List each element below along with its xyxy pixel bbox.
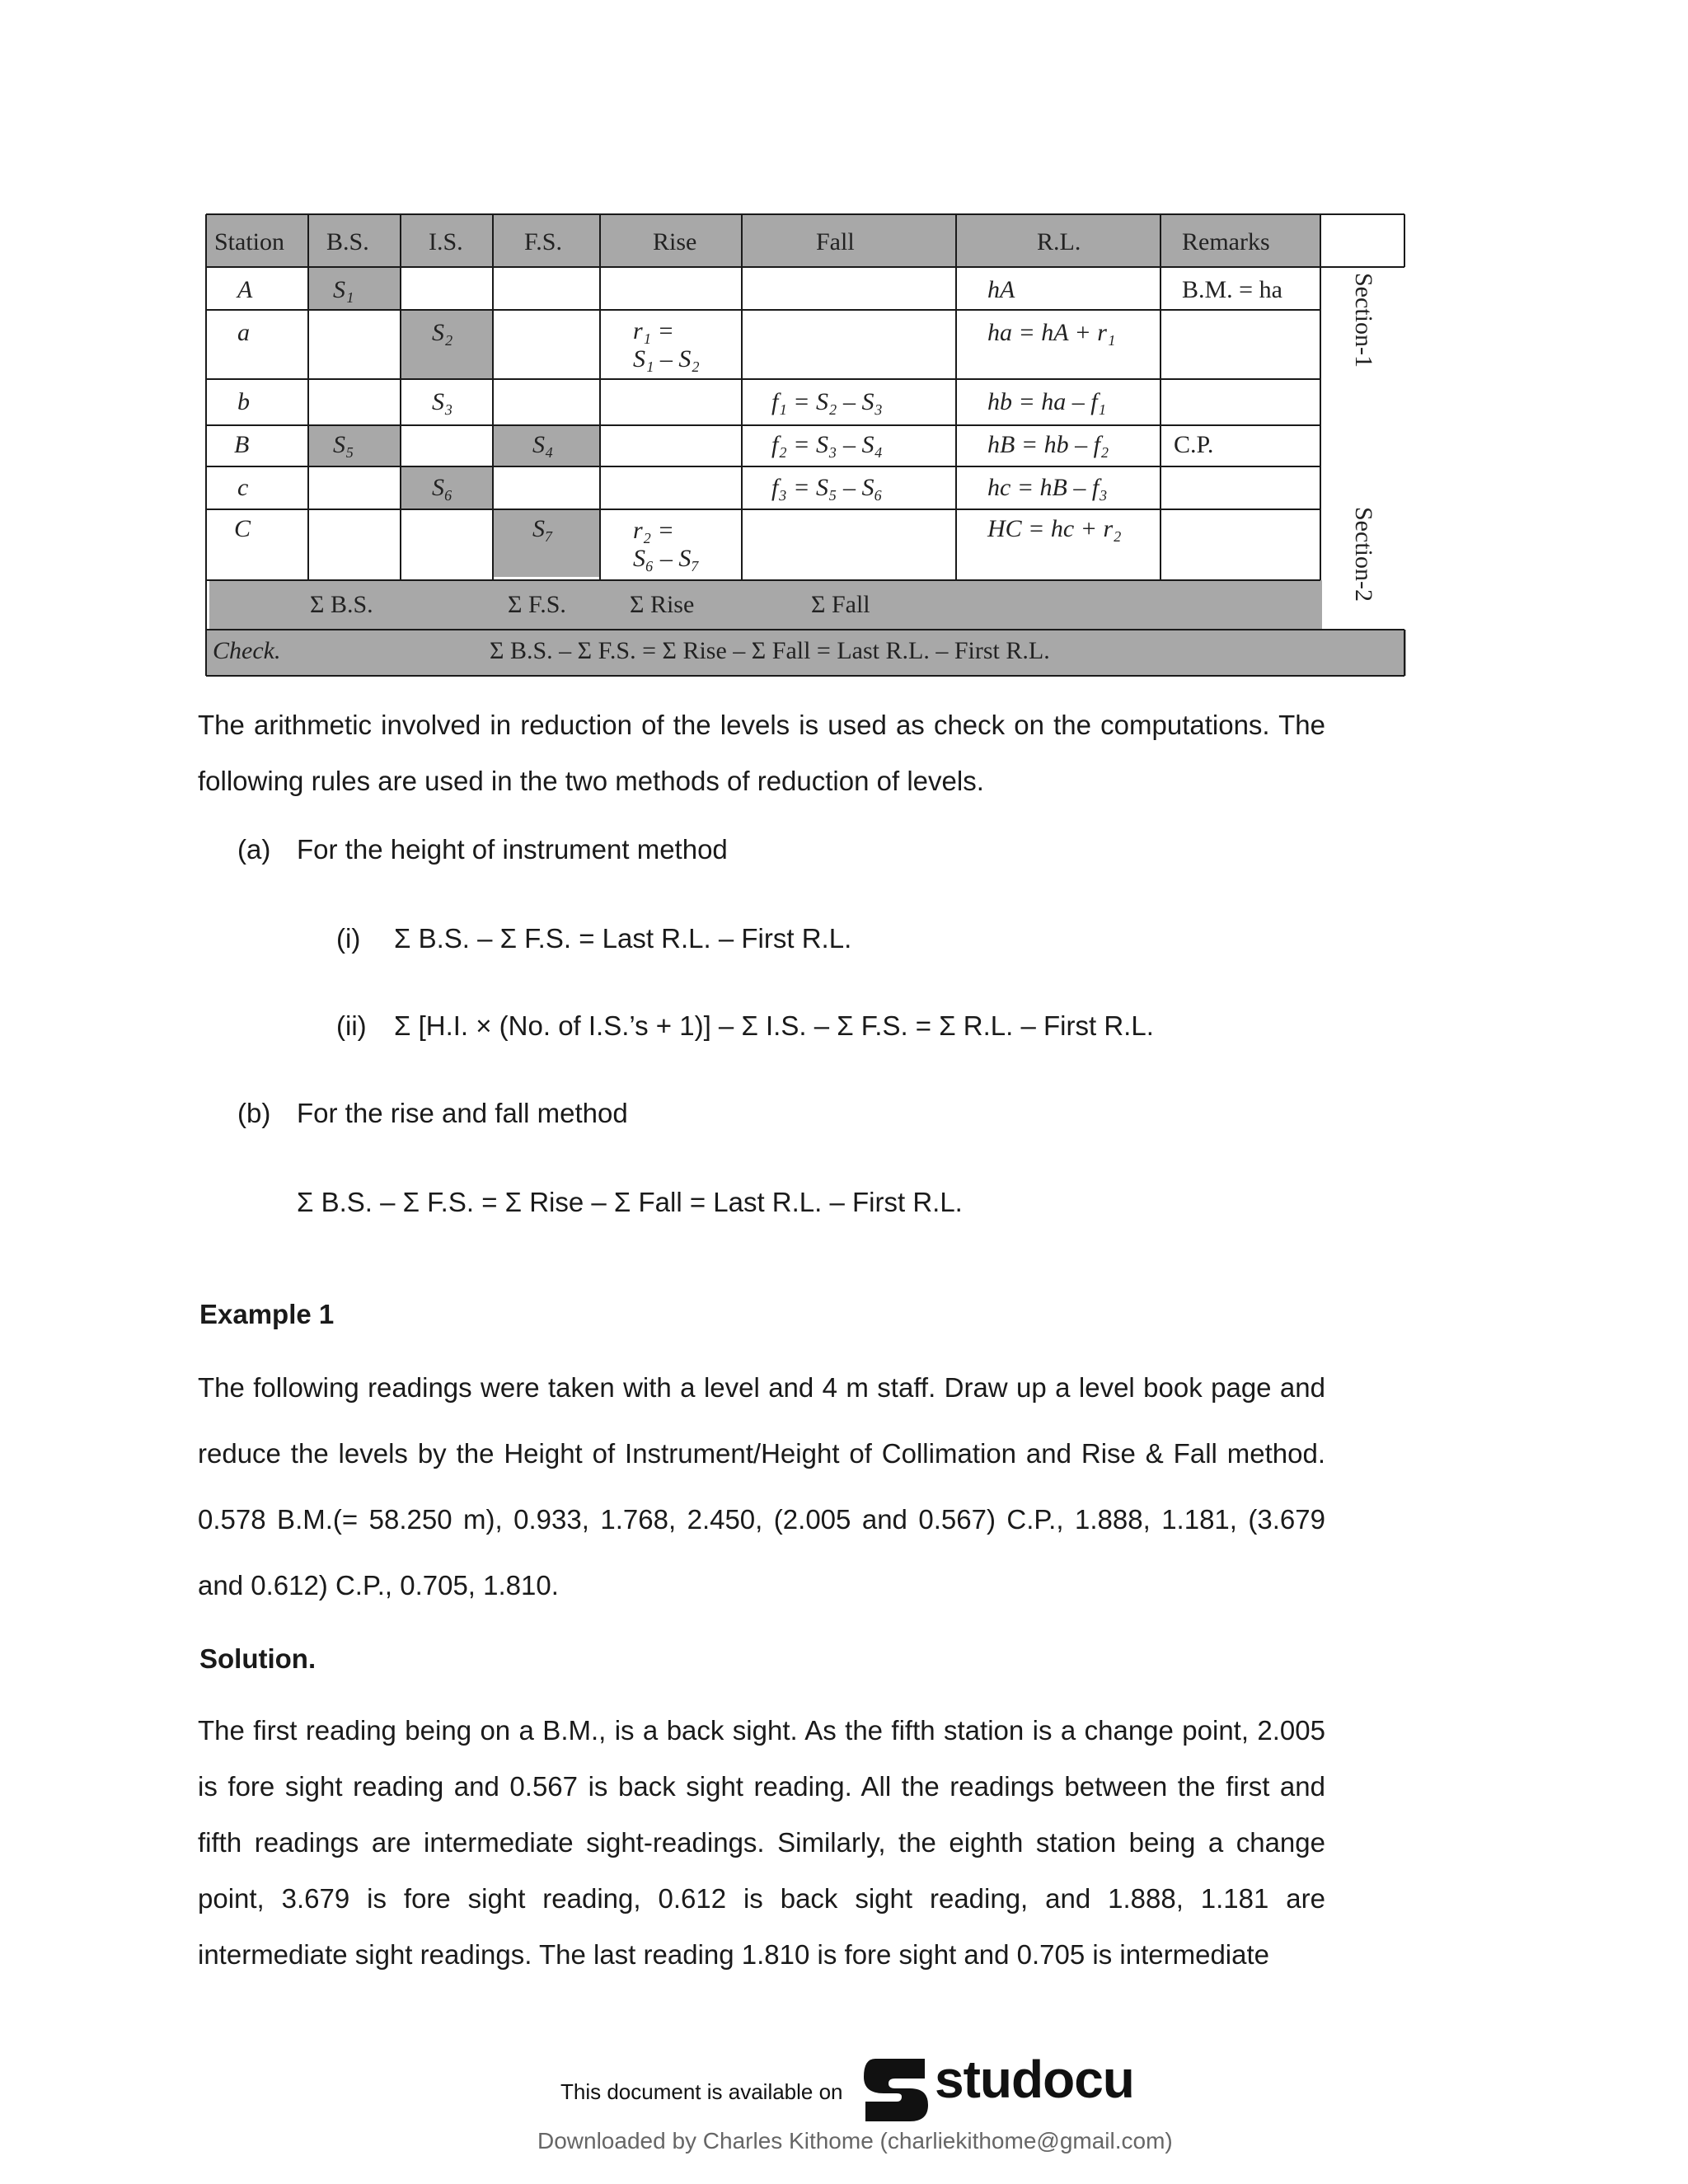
sum-fs: Σ F.S. bbox=[508, 591, 566, 618]
rule-a-i-label: (i) bbox=[336, 923, 361, 954]
solution-heading: Solution. bbox=[199, 1643, 316, 1674]
rule-b-label: (b) bbox=[237, 1098, 271, 1128]
row-is: S₆ bbox=[432, 474, 453, 501]
row-station: a bbox=[237, 319, 250, 346]
row-rise-line1: r₂ = bbox=[633, 517, 674, 544]
studocu-logo-icon bbox=[859, 2054, 931, 2123]
header-remarks: Remarks bbox=[1182, 228, 1270, 255]
solution-paragraph: The first reading being on a B.M., is a back sight. As the fifth station is a change point, 2.005 is fore sight reading and 0.567 is back sight reading. All the readings between the first and fifth readings are intermediate sight-readings. Similarly, the eighth station being a change point, 3.679 is fore sight reading, 0.612 is back sight reading, and 1.888, 1.181 are intermediate sight readings. The last reading 1.810 is fore sight and 0.705 is intermediate bbox=[198, 1715, 1325, 1970]
sum-rise: Σ Rise bbox=[630, 591, 695, 618]
check-formula: Σ B.S. – Σ F.S. = Σ Rise – Σ Fall = Last R.L. – First R.L. bbox=[490, 637, 1050, 664]
row-station: c bbox=[237, 474, 249, 501]
row-rl: hb = ha – f₁ bbox=[987, 388, 1107, 415]
row-is: S₃ bbox=[432, 388, 453, 415]
row-fall: f₂ = S₃ – S₄ bbox=[771, 431, 883, 458]
sum-bs: Σ B.S. bbox=[310, 591, 373, 618]
example-paragraph: The following readings were taken with a level and 4 m staff. Draw up a level book page and reduce the levels by the Height of Instrument/Height of Collimation and Rise & Fall method. 0.578 B.M.(= 58.250 m), 0.933, 1.768, 2.450, (2.005 and 0.567) C.P., 1.888, 1.181, (3.679 and 0.612) C.P., 0.705, 1.810. bbox=[198, 1372, 1325, 1601]
row-station: B bbox=[234, 431, 250, 458]
row-rl: hc = hB – f₃ bbox=[987, 474, 1108, 501]
header-is: I.S. bbox=[429, 228, 463, 255]
row-rise-line2: S₁ – S₂ bbox=[633, 345, 700, 373]
rule-b-formula: Σ B.S. – Σ F.S. = Σ Rise – Σ Fall = Last R.L. – First R.L. bbox=[297, 1187, 963, 1217]
row-remarks: C.P. bbox=[1174, 431, 1214, 458]
row-fall: f₁ = S₂ – S₃ bbox=[771, 388, 883, 415]
rule-a-text: For the height of instrument method bbox=[297, 834, 728, 865]
rule-b-text: For the rise and fall method bbox=[297, 1098, 628, 1128]
header-fall: Fall bbox=[816, 228, 855, 255]
header-bs: B.S. bbox=[326, 228, 369, 255]
row-remarks: B.M. = ha bbox=[1182, 276, 1282, 303]
intro-paragraph: The arithmetic involved in reduction of the levels is used as check on the computations. The following rules are used in the two methods of reduction of levels. bbox=[198, 710, 1325, 796]
row-bs: S₅ bbox=[333, 431, 354, 458]
row-rise-line2: S₆ – S₇ bbox=[633, 545, 700, 572]
studocu-brand: studocu bbox=[935, 2050, 1134, 2109]
row-is: S₂ bbox=[432, 319, 453, 346]
row-rise-line1: r₁ = bbox=[633, 317, 674, 344]
header-rl: R.L. bbox=[1037, 228, 1081, 255]
sum-fall: Σ Fall bbox=[811, 591, 870, 618]
rule-a-ii-label: (ii) bbox=[336, 1010, 367, 1041]
row-station: A bbox=[237, 276, 253, 303]
row-station: C bbox=[234, 515, 251, 542]
row-station: b bbox=[237, 388, 250, 415]
footer-available-text: This document is available on bbox=[560, 2079, 843, 2104]
header-fs: F.S. bbox=[524, 228, 562, 255]
footer-downloaded-text: Downloaded by Charles Kithome (charliekithome@gmail.com) bbox=[537, 2128, 1173, 2154]
row-rl: HC = hc + r₂ bbox=[987, 515, 1122, 542]
rule-a-ii-formula: Σ [H.I. × (No. of I.S.’s + 1)] – Σ I.S. – Σ F.S. = Σ R.L. – First R.L. bbox=[394, 1010, 1154, 1041]
rule-a-i-formula: Σ B.S. – Σ F.S. = Last R.L. – First R.L. bbox=[394, 923, 852, 954]
example-heading: Example 1 bbox=[199, 1299, 335, 1329]
row-bs: S₁ bbox=[333, 276, 354, 303]
row-fall: f₃ = S₅ – S₆ bbox=[771, 474, 883, 501]
header-rise: Rise bbox=[653, 228, 697, 255]
header-station: Station bbox=[214, 228, 285, 255]
check-label: Check. bbox=[213, 637, 281, 664]
row-fs: S₇ bbox=[532, 515, 554, 542]
rule-a-label: (a) bbox=[237, 834, 271, 865]
level-book-table bbox=[204, 213, 1409, 679]
section-1-label: Section-1 bbox=[1350, 273, 1377, 368]
row-rl: hA bbox=[987, 276, 1015, 303]
row-fs: S₄ bbox=[532, 431, 554, 458]
row-rl: hB = hb – f₂ bbox=[987, 431, 1109, 458]
row-rl: ha = hA + r₁ bbox=[987, 319, 1116, 346]
section-2-label: Section-2 bbox=[1350, 507, 1377, 602]
